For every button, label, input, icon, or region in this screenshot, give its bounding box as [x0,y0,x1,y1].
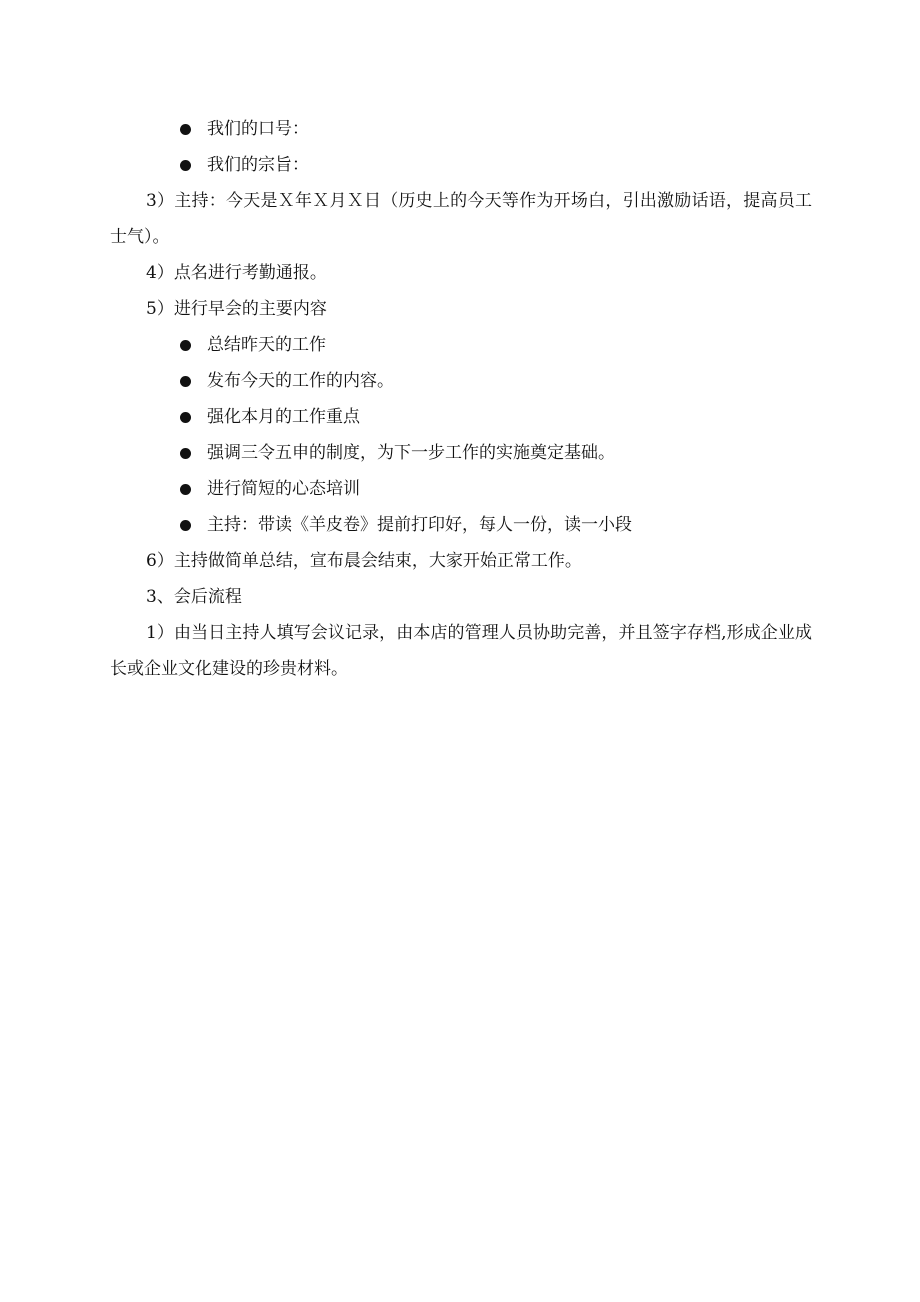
bullet-item [110,507,812,543]
section-heading: 3、会后流程 [146,587,242,607]
bullet-text: 强化本月的工作重点 [207,407,360,427]
paragraph-item-4: 4）点名进行考勤通报。 [146,263,327,283]
bullet-item [110,363,812,399]
bullet-item [110,147,812,183]
bullet-text: 进行简短的心态培训 [207,479,360,499]
bullet-item [110,435,812,471]
bullet-item [110,399,812,435]
bullet-text: 我们的宗旨： [207,155,309,175]
bullet-item [110,471,812,507]
bullet-dot-icon [180,484,191,495]
document-body [110,111,812,687]
bullet-text: 强调三令五申的制度，为下一步工作的实施奠定基础。 [207,443,615,463]
paragraph-item-1: 1）由当日主持人填写会议记录，由本店的管理人员协助完善，并且签字存档,形成企业成长或企业文化建设的珍贵材料。 [110,623,812,679]
bullet-dot-icon [180,160,191,171]
paragraph-item-5: 5）进行早会的主要内容 [146,299,327,319]
paragraph-item-3: 3）主持：今天是Ｘ年Ｘ月Ｘ日（历史上的今天等作为开场白，引出激励话语，提高员工士气）。 [110,191,812,247]
bullet-text: 主持：带读《羊皮卷》提前打印好，每人一份，读一小段 [207,515,632,535]
bullet-dot-icon [180,448,191,459]
bullet-text: 发布今天的工作的内容。 [207,371,394,391]
paragraph-item-6: 6）主持做简单总结，宣布晨会结束，大家开始正常工作。 [146,551,582,571]
bullet-text: 我们的口号： [207,119,309,139]
bullet-text: 总结昨天的工作 [207,335,326,355]
bullet-item [110,327,812,363]
bullet-dot-icon [180,376,191,387]
bullet-item [110,111,812,147]
bullet-dot-icon [180,124,191,135]
bullet-dot-icon [180,340,191,351]
bullet-dot-icon [180,520,191,531]
bullet-dot-icon [180,412,191,423]
